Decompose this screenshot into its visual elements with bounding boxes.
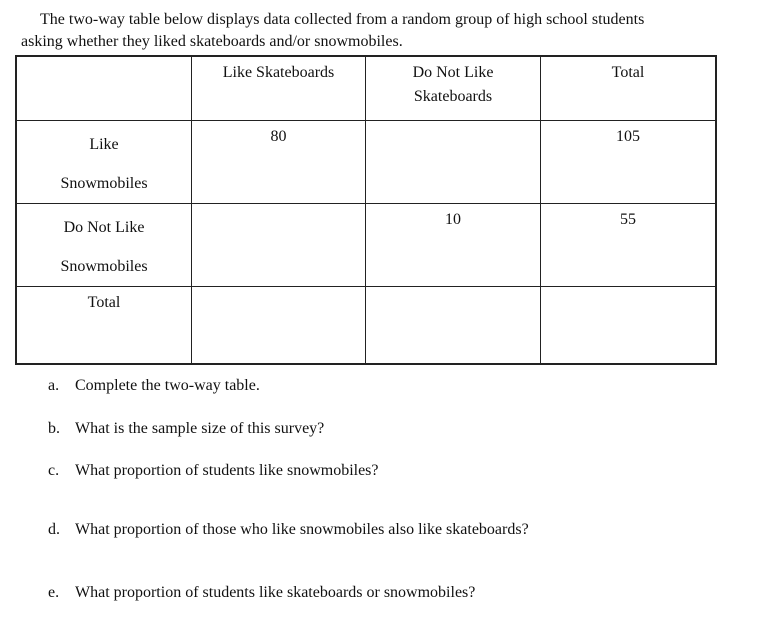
- intro-line-1: The two-way table below displays data collected from a random group of high school students: [40, 11, 645, 28]
- question-text: What proportion of students like snowmobiles?: [75, 462, 379, 479]
- header-label-line: Do Not Like: [412, 64, 494, 81]
- cell-not-like-snow-like-skate[interactable]: [192, 204, 366, 287]
- cell-value: [541, 287, 715, 291]
- cell-total-not-like-skate[interactable]: [366, 287, 541, 365]
- cell-value: 55: [620, 211, 636, 228]
- cell-total-like-skate[interactable]: [192, 287, 366, 365]
- row-label-cell: [16, 204, 192, 287]
- cell-value: 80: [270, 128, 287, 145]
- intro-text: [21, 9, 741, 53]
- question-letter: c.: [48, 462, 60, 479]
- cell-like-snow-total[interactable]: [541, 121, 717, 204]
- intro-line-2: asking whether they liked skateboards and/or snowmobiles.: [21, 33, 403, 50]
- question-text: What proportion of students like skateboards or snowmobiles?: [75, 584, 476, 601]
- question-letter: e.: [48, 584, 60, 601]
- question-letter: a.: [48, 377, 60, 394]
- cell-like-snow-like-skate[interactable]: [192, 121, 366, 204]
- question-letter: d.: [48, 521, 60, 538]
- two-way-table: [15, 55, 717, 365]
- header-do-not-like-skateboards: [366, 56, 541, 121]
- question-text: What is the sample size of this survey?: [75, 420, 325, 437]
- row-label: [17, 121, 191, 203]
- cell-value: [366, 287, 540, 291]
- cell-grand-total[interactable]: [541, 287, 717, 365]
- cell-not-like-snow-total[interactable]: [541, 204, 717, 287]
- row-label: Total: [87, 294, 121, 311]
- table-row-total: [16, 287, 716, 365]
- header-label: [366, 57, 540, 109]
- row-label: [17, 204, 191, 286]
- row-label-line: Like: [89, 136, 119, 153]
- cell-like-snow-not-like-skate[interactable]: [366, 121, 541, 204]
- row-label-cell: [16, 121, 192, 204]
- header-like-skateboards: [192, 56, 366, 121]
- header-label-line: Skateboards: [413, 88, 493, 105]
- header-label: Like Skateboards: [222, 64, 335, 81]
- question-e: [48, 584, 475, 602]
- question-a: [48, 377, 260, 395]
- table-row-not-like-snowmobiles: [16, 204, 716, 287]
- question-text: What proportion of those who like snowmobiles also like skateboards?: [75, 521, 529, 538]
- table-header-row: [16, 56, 716, 121]
- question-c: [48, 462, 379, 480]
- row-label-line: Snowmobiles: [60, 258, 148, 275]
- header-label: Total: [611, 64, 645, 81]
- question-b: [48, 420, 324, 438]
- table-row-like-snowmobiles: [16, 121, 716, 204]
- question-letter: b.: [48, 420, 60, 437]
- row-label-line: Snowmobiles: [60, 175, 148, 192]
- cell-value: 10: [445, 211, 461, 228]
- question-text: Complete the two-way table.: [75, 377, 260, 394]
- header-corner-cell: [16, 56, 192, 121]
- cell-value: [366, 121, 540, 125]
- row-label-cell: [16, 287, 192, 365]
- cell-not-like-snow-not-like-skate[interactable]: [366, 204, 541, 287]
- cell-value: [192, 204, 365, 208]
- row-label-line: Do Not Like: [63, 219, 145, 236]
- cell-value: [192, 287, 365, 291]
- cell-value: 105: [616, 128, 640, 145]
- header-total: [541, 56, 717, 121]
- question-d: [48, 521, 529, 539]
